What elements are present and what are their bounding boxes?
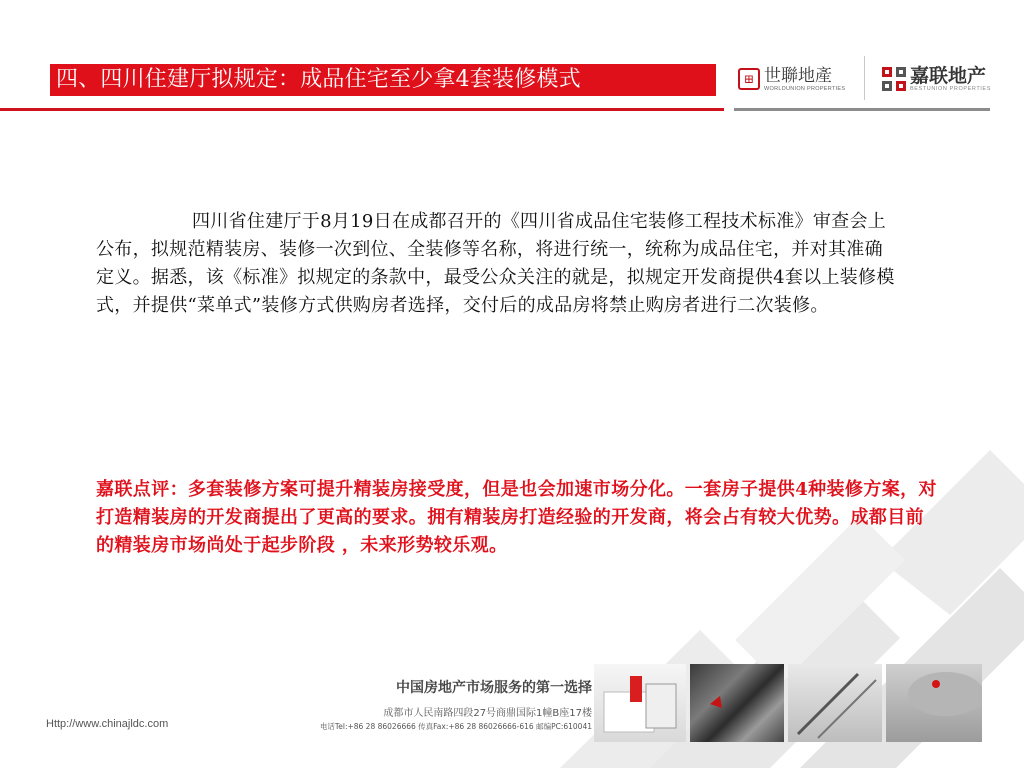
bestunion-logo [882, 60, 991, 98]
logo-divider [864, 56, 865, 100]
footer-photo-documents [594, 664, 686, 742]
title-underline-gray [734, 108, 990, 111]
footer-slogan: 中国房地产市场服务的第一选择 [396, 680, 592, 696]
bestunion-logo-cn: 嘉联地产 [910, 65, 987, 87]
footer-photo-pens [788, 664, 882, 742]
bestunion-logo-en: BESTUNION PROPERTIES [910, 86, 991, 92]
footer-website-link[interactable]: Http://www.chinajldc.com [46, 718, 169, 730]
footer-photo-wood-texture [690, 664, 784, 742]
worldunion-logo [738, 60, 845, 98]
news-paragraph: 四川省住建厅于8月19日在成都召开的《四川省成品住宅装修工程技术标准》审查会上公布，拟规范精装房、装修一次到位、全装修等名称，将进行统一，统称为成品住宅，并对其准确定义。据悉，该《标准》拟规定的条款中，最受公众关注的就是，拟规定开发商提供4套以上装修模式，并提供“菜单式”装修方式供购房者选择，交付后的成品房将禁止购房者进行二次装修。 [96, 211, 895, 316]
worldunion-mark-icon: ⊞ [738, 68, 760, 90]
title-underline-red [0, 108, 724, 111]
footer-contact: 电话Tel:+86 28 86026666 传真Fax:+86 28 86026666-616 邮编PC:610041 [319, 722, 592, 731]
page-title: 四、四川住建厅拟规定：成品住宅至少拿4套装修模式 [50, 64, 716, 96]
commentary-paragraph: 嘉联点评：多套装修方案可提升精装房接受度，但是也会加速市场分化。一套房子提供4种装修方案，对打造精装房的开发商提出了更高的要求。拥有精装房打造经验的开发商，将会占有较大优势。成都目前的精装房市场尚处于起步阶段 ，未来形势较乐观。 [96, 479, 937, 556]
bestunion-mark-icon [882, 67, 906, 91]
worldunion-logo-en: WORLDUNION PROPERTIES [764, 86, 846, 92]
footer-address: 成都市人民南路四段27号商鼎国际1幢B座17楼 [383, 708, 592, 719]
footer-photo-ladybug [886, 664, 982, 742]
worldunion-logo-cn: 世聯地產 [764, 66, 832, 86]
